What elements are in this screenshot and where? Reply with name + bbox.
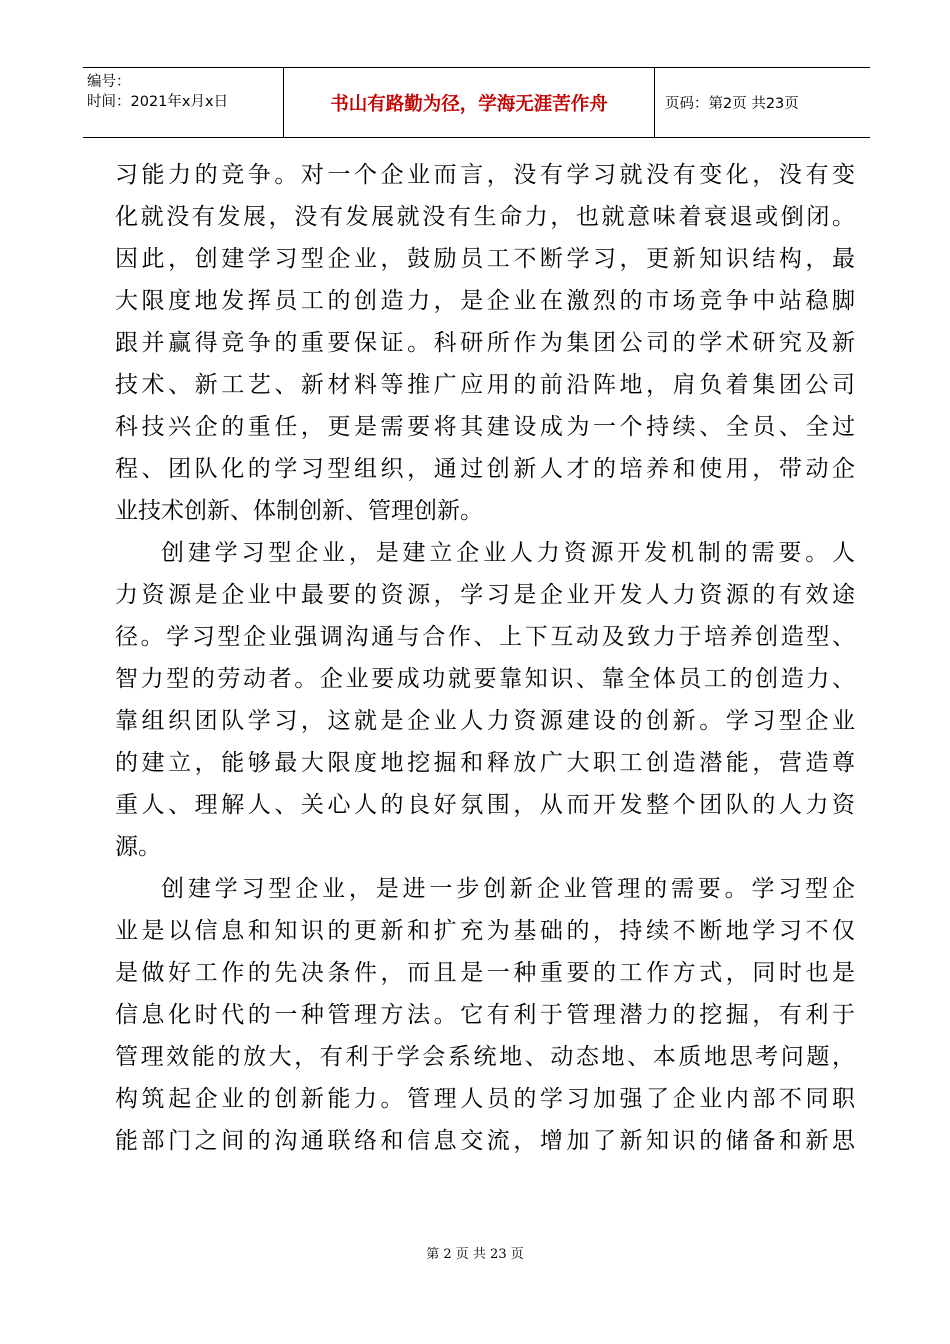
body-line: 创建学习型企业，是建立企业人力资源开发机制的需要。人 <box>161 540 855 566</box>
body-line: 力资源是企业中最要的资源，学习是企业开发人力资源的有效途 <box>115 582 855 608</box>
body-line: 是做好工作的先决条件，而且是一种重要的工作方式，同时也是 <box>115 960 855 986</box>
body-line: 因此，创建学习型企业，鼓励员工不断学习，更新知识结构，最 <box>115 246 855 272</box>
body-line: 靠组织团队学习，这就是企业人力资源建设的创新。学习型企业 <box>115 708 855 734</box>
body-line: 大限度地发挥员工的创造力，是企业在激烈的市场竞争中站稳脚 <box>115 288 855 314</box>
body-line: 业技术创新、体制创新、管理创新。 <box>115 498 483 524</box>
document-number-label: 编号： <box>87 74 131 90</box>
header-motto: 书山有路勤为径，学海无涯苦作舟 <box>284 68 655 137</box>
body-line: 科技兴企的重任，更是需要将其建设成为一个持续、全员、全过 <box>115 414 855 440</box>
body-line: 智力型的劳动者。企业要成功就要靠知识、靠全体员工的创造力、 <box>115 666 855 692</box>
body-line: 管理效能的放大，有利于学会系统地、动态地、本质地思考问题， <box>115 1044 855 1070</box>
body-line: 径。学习型企业强调沟通与合作、上下互动及致力于培养创造型、 <box>115 624 855 650</box>
body-line: 跟并赢得竞争的重要保证。科研所作为集团公司的学术研究及新 <box>115 330 855 356</box>
body-line: 技术、新工艺、新材料等推广应用的前沿阵地，肩负着集团公司 <box>115 372 855 398</box>
header-page-info: 页码：第2页 共23页 <box>665 96 799 112</box>
document-body <box>115 154 855 1162</box>
header-meta <box>83 68 284 137</box>
body-line: 习能力的竞争。对一个企业而言，没有学习就没有变化，没有变 <box>115 162 855 188</box>
body-line: 程、团队化的学习型组织，通过创新人才的培养和使用，带动企 <box>115 456 855 482</box>
body-line: 源。 <box>115 834 161 860</box>
body-line: 构筑起企业的创新能力。管理人员的学习加强了企业内部不同职 <box>115 1086 855 1112</box>
body-line: 创建学习型企业，是进一步创新企业管理的需要。学习型企 <box>161 876 855 902</box>
page-header <box>83 67 870 138</box>
page-footer: 第 2 页 共 23 页 <box>426 1247 524 1262</box>
body-line: 化就没有发展，没有发展就没有生命力，也就意味着衰退或倒闭。 <box>115 204 855 230</box>
body-line: 重人、理解人、关心人的良好氛围，从而开发整个团队的人力资 <box>115 792 855 818</box>
body-line: 能部门之间的沟通联络和信息交流，增加了新知识的储备和新思 <box>115 1128 855 1154</box>
document-time-label: 时间：2021年x月x日 <box>87 94 229 110</box>
body-line: 业是以信息和知识的更新和扩充为基础的，持续不断地学习不仅 <box>115 918 855 944</box>
body-line: 信息化时代的一种管理方法。它有利于管理潜力的挖掘，有利于 <box>115 1002 855 1028</box>
body-line: 的建立，能够最大限度地挖掘和释放广大职工创造潜能，营造尊 <box>115 750 855 776</box>
